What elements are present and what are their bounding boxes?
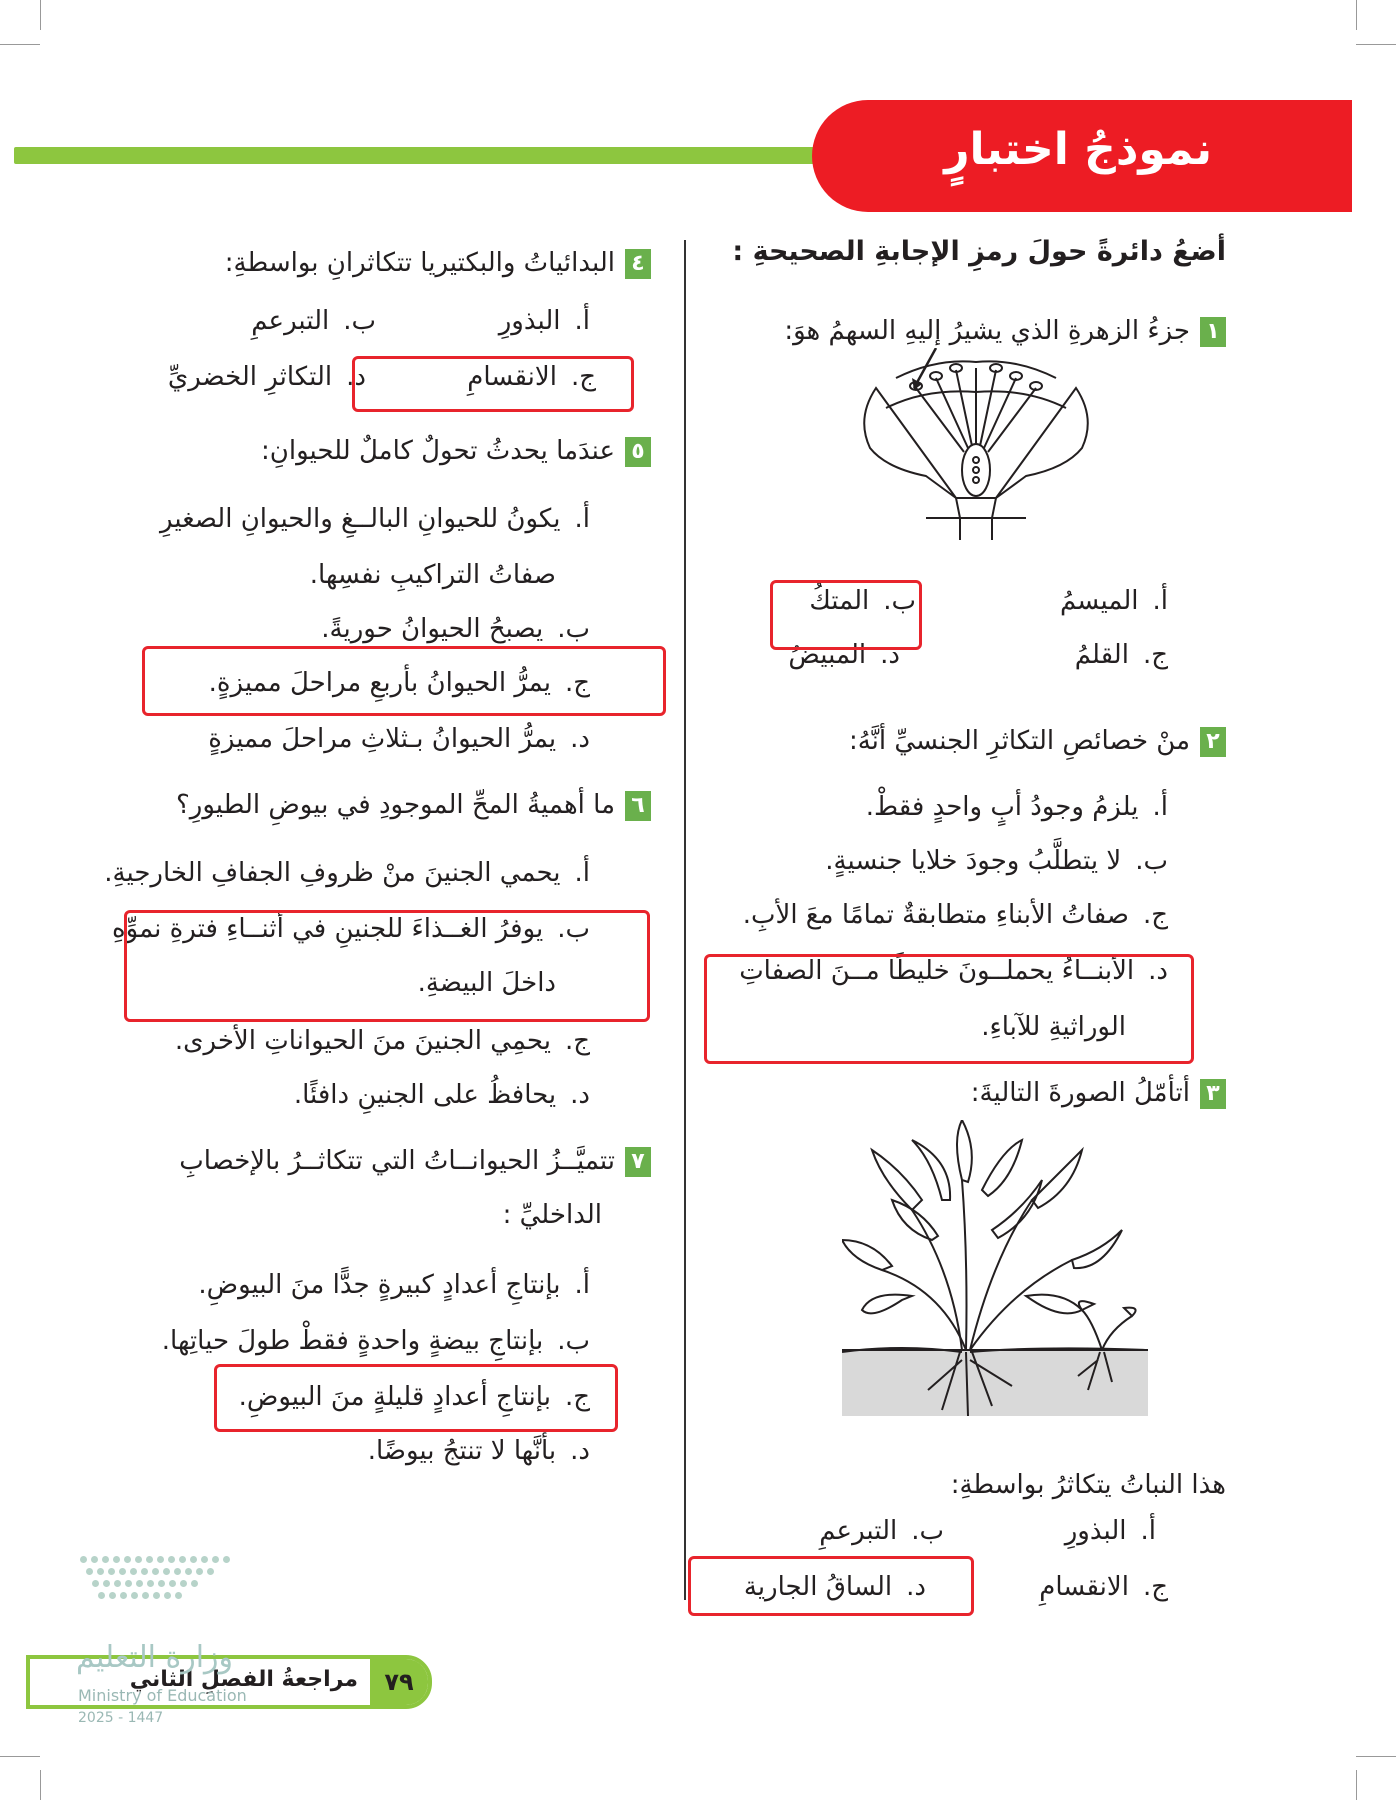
logo-dot xyxy=(120,1592,127,1599)
answer-highlight xyxy=(688,1556,974,1616)
answer-highlight xyxy=(704,954,1194,1064)
year-label: 2025 - 1447 xyxy=(78,1710,164,1726)
q5-option-b[interactable]: ب.يصبحُ الحيوانُ حوريةً. xyxy=(321,614,590,644)
logo-dot xyxy=(102,1556,109,1563)
logo-dot xyxy=(185,1568,192,1575)
q5-option-a-line2: صفاتُ التراكيبِ نفسِها. xyxy=(309,560,556,590)
q3-option-d[interactable]: د.الساقُ الجارية xyxy=(743,1572,926,1602)
question-number: ١ xyxy=(1200,317,1226,347)
logo-dot xyxy=(196,1568,203,1575)
logo-dot xyxy=(80,1556,87,1563)
ministry-name-ar: وزارة التعليم xyxy=(76,1640,234,1675)
question-text: ما أهميةُ المحِّ الموجودِ في بيوضِ الطيورِ؟ xyxy=(176,790,615,820)
question-text: جزءُ الزهرةِ الذي يشيرُ إليهِ السهمُ هوَ: xyxy=(784,316,1190,346)
logo-dot xyxy=(153,1592,160,1599)
q7-option-a[interactable]: أ.بإنتاجِ أعدادٍ كبيرةٍ جدًّا منَ البيوضِ. xyxy=(198,1270,590,1300)
logo-dot xyxy=(135,1556,142,1563)
q4-option-a[interactable]: أ.البذورِ xyxy=(498,306,590,336)
q6-option-d[interactable]: د.يحافظُ على الجنينِ دافئًا. xyxy=(293,1080,590,1110)
logo-dot xyxy=(207,1568,214,1575)
page-title: نموذجُ اختبارٍ xyxy=(944,124,1212,175)
instruction-text: أضعُ دائرةً حولَ رمزِ الإجابةِ الصحيحةِ : xyxy=(732,236,1226,267)
q6-option-b[interactable]: ب.يوفرُ الغــذاءَ للجنينِ في أثنــاءِ فترةِ نموِّهِ xyxy=(112,914,590,944)
q7-option-d[interactable]: د.بأنَّها لا تنتجُ بيوضًا. xyxy=(367,1436,590,1466)
q5-option-d[interactable]: د.يمرُّ الحيوانُ بـثلاثِ مراحلَ مميزةٍ xyxy=(208,724,590,754)
question-number: ٤ xyxy=(625,249,651,279)
logo-dot xyxy=(109,1592,116,1599)
logo-dot xyxy=(108,1568,115,1575)
logo-dot xyxy=(164,1592,171,1599)
question-number: ٣ xyxy=(1200,1079,1226,1109)
logo-dot xyxy=(223,1556,230,1563)
logo-dot xyxy=(212,1556,219,1563)
page-number: ٧٩ xyxy=(370,1659,428,1705)
logo-dot xyxy=(190,1556,197,1563)
logo-dot xyxy=(91,1556,98,1563)
logo-dot xyxy=(163,1568,170,1575)
logo-dot xyxy=(97,1568,104,1575)
crop-mark xyxy=(1356,44,1396,45)
question-text: منْ خصائصِ التكاثرِ الجنسيِّ أنَّهُ: xyxy=(848,726,1190,756)
plant-illustration-icon xyxy=(842,1120,1148,1416)
logo-dot xyxy=(174,1568,181,1575)
logo-dot xyxy=(114,1580,121,1587)
q2-option-d-line2: الوراثيةِ للآباءِ. xyxy=(981,1012,1126,1042)
question-number: ٥ xyxy=(625,437,651,467)
q2-option-d[interactable]: د.الأبنــاءُ يحملــونَ خليطًا مــنَ الصفاتِ xyxy=(739,956,1168,986)
q2-option-b[interactable]: ب.لا يتطلَّبُ وجودَ خلايا جنسيةٍ. xyxy=(825,846,1168,876)
logo-dot xyxy=(180,1580,187,1587)
ministry-name-en: Ministry of Education xyxy=(78,1686,247,1705)
question-text: البدائياتُ والبكتيريا تتكاثرانِ بواسطةِ: xyxy=(224,248,615,278)
logo-dot xyxy=(158,1580,165,1587)
logo-dot xyxy=(125,1580,132,1587)
logo-dot xyxy=(175,1592,182,1599)
question-6 xyxy=(176,790,651,821)
logo-dot xyxy=(169,1580,176,1587)
logo-dot xyxy=(141,1568,148,1575)
answer-highlight xyxy=(214,1364,618,1432)
q5-option-a[interactable]: أ.يكونُ للحيوانِ البالــغِ والحيوانِ الصغيرِ xyxy=(160,504,590,534)
logo-dot xyxy=(131,1592,138,1599)
question-text: عندَما يحدثُ تحولٌ كاملٌ للحيوانِ: xyxy=(261,436,615,466)
question-7-line2: الداخليِّ : xyxy=(502,1200,602,1230)
q3-option-a[interactable]: أ.البذورِ xyxy=(1064,1516,1156,1546)
question-number: ٦ xyxy=(625,791,651,821)
question-5 xyxy=(261,436,651,467)
answer-highlight xyxy=(770,580,922,650)
logo-dot xyxy=(146,1556,153,1563)
q4-option-d[interactable]: د.التكاثرِ الخضريِّ xyxy=(167,362,366,392)
logo-dot xyxy=(157,1556,164,1563)
question-number: ٧ xyxy=(625,1147,651,1177)
logo-dot xyxy=(136,1580,143,1587)
question-number: ٢ xyxy=(1200,727,1226,757)
answer-highlight xyxy=(352,356,634,412)
logo-dot xyxy=(168,1556,175,1563)
crop-mark xyxy=(1356,1770,1357,1800)
answer-highlight xyxy=(142,646,666,716)
question-text: تتميَّــزُ الحيوانــاتُ التي تتكاثــرُ بالإخصابِ xyxy=(179,1146,615,1176)
question-4 xyxy=(225,248,651,279)
logo-dot xyxy=(124,1556,131,1563)
answer-highlight xyxy=(124,910,650,1022)
q4-option-b[interactable]: ب.التبرعمِ xyxy=(251,306,376,336)
q2-option-c[interactable]: ج.صفاتُ الأبناءِ متطابقةٌ تمامًا معَ الأبِ. xyxy=(742,900,1168,930)
logo-dot xyxy=(119,1568,126,1575)
q1-option-a[interactable]: أ.الميسمُ xyxy=(1059,586,1168,616)
logo-dot xyxy=(103,1580,110,1587)
logo-dot xyxy=(142,1592,149,1599)
crop-mark xyxy=(40,1770,41,1800)
logo-dot xyxy=(98,1592,105,1599)
question-3 xyxy=(971,1078,1226,1109)
header-green-bar xyxy=(14,147,874,164)
crop-mark xyxy=(1356,0,1357,30)
flower-illustration-icon xyxy=(856,348,1096,544)
q4-option-c[interactable]: ج.الانقسامِ xyxy=(467,362,596,392)
logo-dot xyxy=(179,1556,186,1563)
chapter-title: مراجعةُ الفصلِ الثاني xyxy=(129,1667,358,1692)
question-7 xyxy=(179,1146,651,1177)
logo-dot xyxy=(152,1568,159,1575)
q6-option-a[interactable]: أ.يحمي الجنينَ منْ ظروفِ الجفافِ الخارجيةِ. xyxy=(104,858,590,888)
crop-mark xyxy=(0,1756,40,1757)
q7-option-b[interactable]: ب.بإنتاجِ بيضةٍ واحدةٍ فقطْ طولَ حياتِها. xyxy=(161,1326,590,1356)
logo-dot xyxy=(86,1568,93,1575)
q1-option-d[interactable]: د.المبيضُ xyxy=(788,640,900,670)
question-text: أتأمّلُ الصورةَ التاليةَ: xyxy=(970,1078,1190,1108)
q1-option-b[interactable]: ب.المتكُ xyxy=(809,586,916,616)
q5-option-c[interactable]: ج.يمرُّ الحيوانُ بأربعِ مراحلَ مميزةٍ. xyxy=(208,668,590,698)
q2-option-a[interactable]: أ.يلزمُ وجودُ أبٍ واحدٍ فقطْ. xyxy=(865,792,1168,822)
logo-dot xyxy=(113,1556,120,1563)
logo-dot xyxy=(130,1568,137,1575)
q3-option-c[interactable]: ج.الانقسامِ xyxy=(1039,1572,1168,1602)
column-divider xyxy=(684,240,686,1600)
question-3-subtext: هذا النباتُ يتكاثرُ بواسطةِ: xyxy=(950,1470,1226,1500)
crop-mark xyxy=(0,44,40,45)
logo-dot xyxy=(191,1580,198,1587)
q6-option-c[interactable]: ج.يحمِي الجنينَ منَ الحيواناتِ الأخرى. xyxy=(174,1026,590,1056)
logo-dot xyxy=(201,1556,208,1563)
crop-mark xyxy=(40,0,41,30)
q7-option-c[interactable]: ج.بإنتاجِ أعدادٍ قليلةٍ منَ البيوضِ. xyxy=(238,1382,590,1412)
crop-mark xyxy=(1356,1756,1396,1757)
header-banner xyxy=(812,100,1352,212)
q6-option-b-line2: داخلَ البيضةِ. xyxy=(417,968,556,998)
q1-option-c[interactable]: ج.القلمُ xyxy=(1074,640,1168,670)
question-2 xyxy=(849,726,1226,757)
question-1 xyxy=(784,316,1226,347)
logo-dot xyxy=(92,1580,99,1587)
logo-dot xyxy=(147,1580,154,1587)
q3-option-b[interactable]: ب.التبرعمِ xyxy=(819,1516,944,1546)
